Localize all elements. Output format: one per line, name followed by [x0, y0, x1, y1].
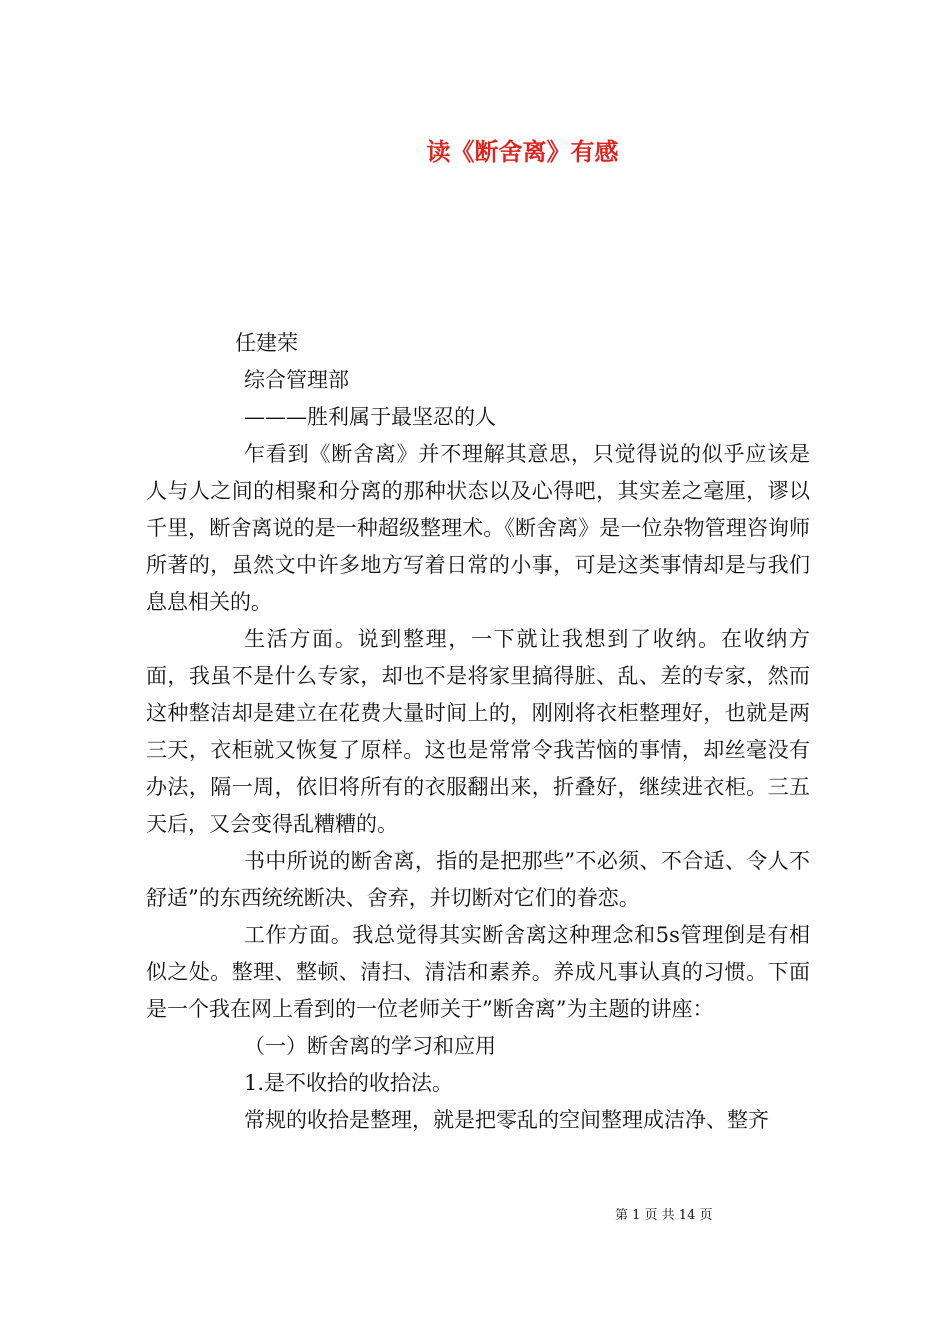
- paragraph: 乍看到《断舍离》并不理解其意思，只觉得说的似乎应该是人与人之间的相聚和分离的那种状态以及心得吧，其实差之毫厘，谬以千里，断舍离说的是一种超级整理术。《断舍离》是一位杂物管理咨询师所著的，虽然文中许多地方写着日常的小事，可是这类事情却是与我们息息相关的。: [146, 442, 810, 614]
- list-item: 1.是不收拾的收拾法。: [244, 1071, 454, 1095]
- section-heading: （一）断舍离的学习和应用: [244, 1034, 496, 1058]
- page-footer: 第 1 页 共 14 页: [615, 1208, 713, 1223]
- document-body: [146, 325, 810, 1139]
- paragraph: 书中所说的断舍离，指的是把那些”不必须、不合适、令人不舒适”的东西统统断决、舍弃，并切断对它们的眷恋。: [146, 849, 810, 910]
- paragraph: 生活方面。说到整理，一下就让我想到了收纳。在收纳方面，我虽不是什么专家，却也不是将家里搞得脏、乱、差的专家，然而这种整洁却是建立在花费大量时间上的，刚刚将衣柜整理好，也就是两三天，衣柜就又恢复了原样。这也是常常令我苦恼的事情，却丝毫没有办法，隔一周，依旧将所有的衣服翻出来，折叠好，继续进衣柜。三五天后，又会变得乱糟糟的。: [146, 627, 810, 836]
- subtitle: ———胜利属于最坚忍的人: [244, 405, 496, 429]
- paragraph: 工作方面。我总觉得其实断舍离这种理念和5s管理倒是有相似之处。整理、整顿、清扫、清洁和素养。养成凡事认真的习惯。下面是一个我在网上看到的一位老师关于”断舍离”为主题的讲座：: [146, 923, 810, 1021]
- paragraph: 常规的收拾是整理，就是把零乱的空间整理成洁净、整齐: [244, 1108, 769, 1132]
- author-name: 任建荣: [235, 331, 298, 355]
- department-name: 综合管理部: [244, 368, 349, 392]
- document-title: 读《断舍离》有感: [426, 138, 619, 166]
